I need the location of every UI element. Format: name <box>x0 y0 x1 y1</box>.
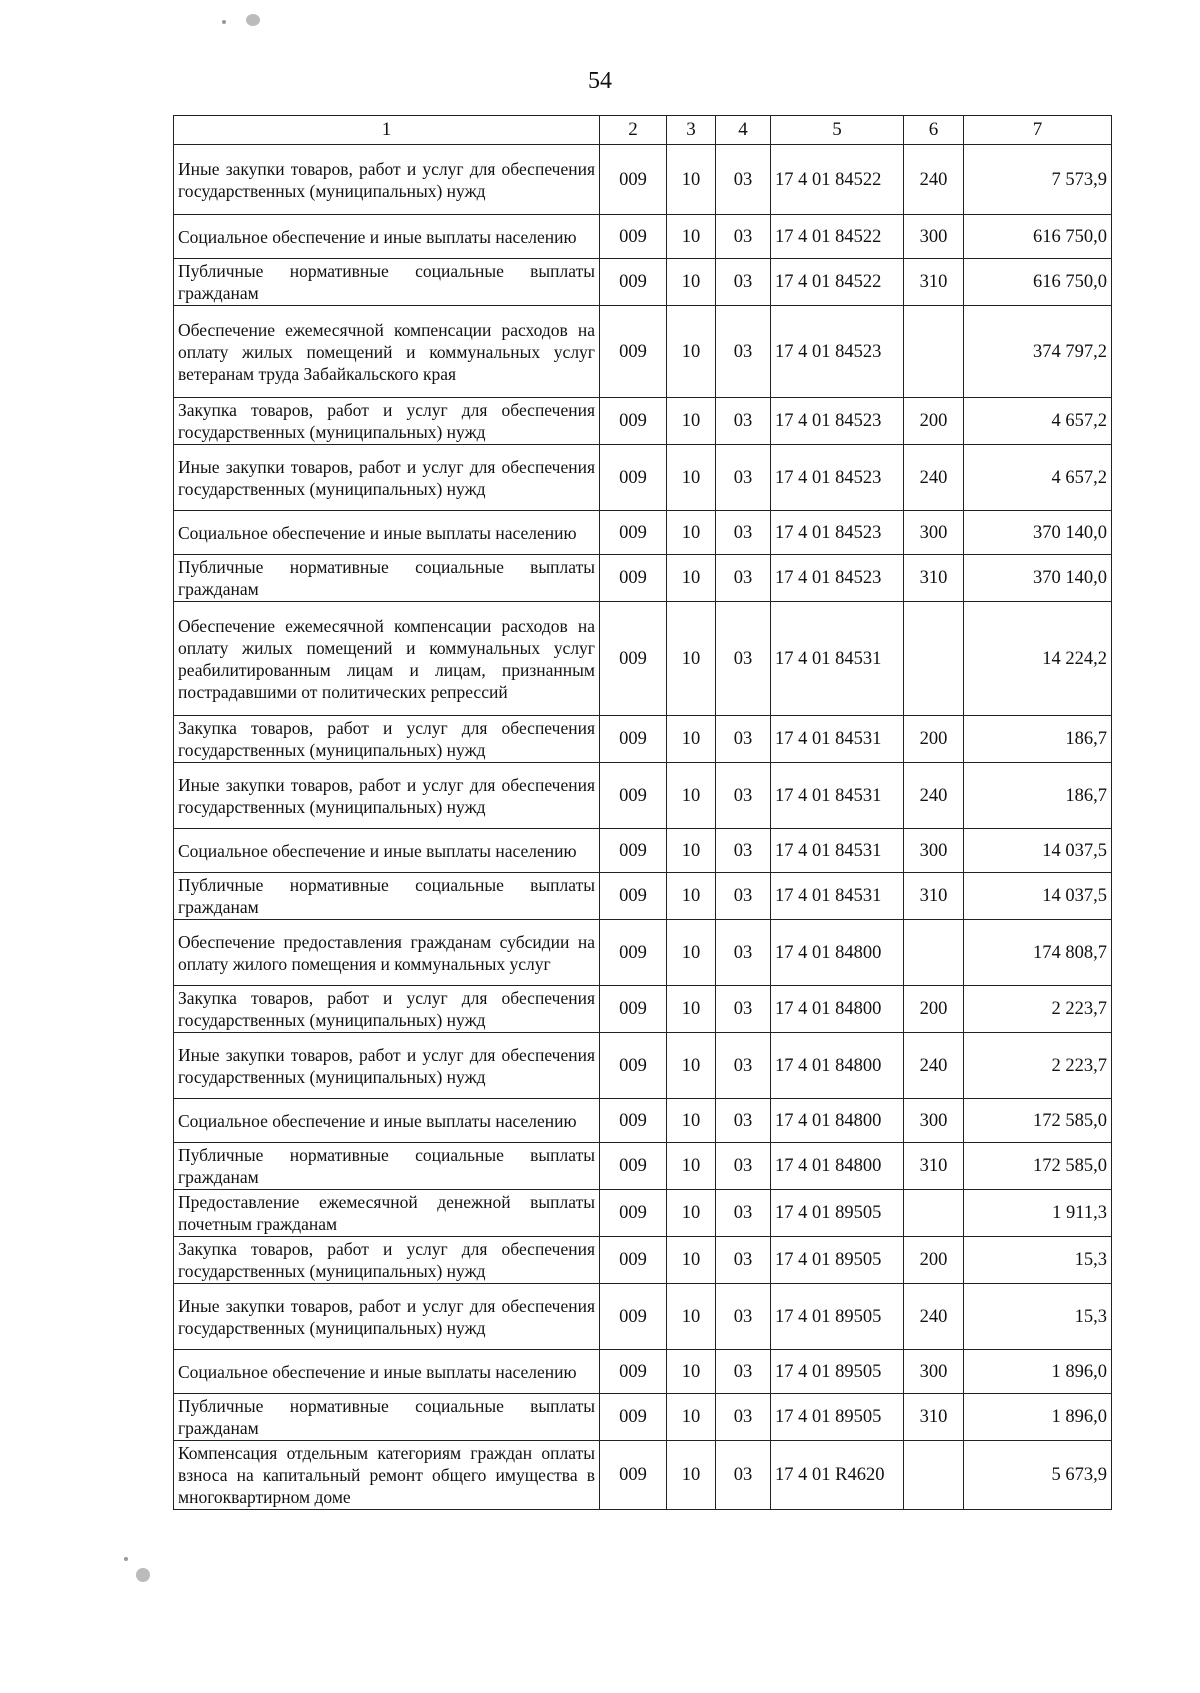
table-row <box>174 145 1112 215</box>
row-target-article: 17 4 01 89505 <box>771 1394 904 1441</box>
row-chapter-code: 009 <box>600 873 667 920</box>
row-expense-type <box>904 306 964 398</box>
row-section-code: 10 <box>667 445 716 511</box>
table-row <box>174 1143 1112 1190</box>
row-chapter-code: 009 <box>600 1394 667 1441</box>
row-subsection-code: 03 <box>716 763 771 829</box>
row-name: Иные закупки товаров, работ и услуг для обеспечения государственных (муниципальных) нужд <box>174 1284 600 1350</box>
row-chapter-code: 009 <box>600 1190 667 1237</box>
row-subsection-code: 03 <box>716 511 771 555</box>
row-name: Иные закупки товаров, работ и услуг для обеспечения государственных (муниципальных) нужд <box>174 763 600 829</box>
row-expense-type: 300 <box>904 1099 964 1143</box>
row-chapter-code: 009 <box>600 511 667 555</box>
row-expense-type: 300 <box>904 1350 964 1394</box>
row-name: Обеспечение ежемесячной компенсации расходов на оплату жилых помещений и коммунальных услуг ветеранам труда Забайкальского края <box>174 306 600 398</box>
table-row <box>174 763 1112 829</box>
row-chapter-code: 009 <box>600 1143 667 1190</box>
row-section-code: 10 <box>667 1394 716 1441</box>
row-expense-type: 240 <box>904 145 964 215</box>
row-name: Социальное обеспечение и иные выплаты населению <box>174 1099 600 1143</box>
row-section-code: 10 <box>667 145 716 215</box>
row-subsection-code: 03 <box>716 145 771 215</box>
row-subsection-code: 03 <box>716 716 771 763</box>
row-section-code: 10 <box>667 1237 716 1284</box>
row-subsection-code: 03 <box>716 1237 771 1284</box>
row-target-article: 17 4 01 84531 <box>771 829 904 873</box>
scan-speck <box>222 20 226 24</box>
table-body <box>174 145 1112 1510</box>
row-expense-type: 310 <box>904 1143 964 1190</box>
scan-speck <box>246 14 260 26</box>
row-expense-type: 300 <box>904 511 964 555</box>
row-target-article: 17 4 01 84523 <box>771 445 904 511</box>
table-row <box>174 1190 1112 1237</box>
row-amount: 1 896,0 <box>964 1394 1112 1441</box>
budget-table <box>173 115 1112 1510</box>
row-subsection-code: 03 <box>716 1350 771 1394</box>
table-row <box>174 1284 1112 1350</box>
row-expense-type: 310 <box>904 555 964 602</box>
row-chapter-code: 009 <box>600 1033 667 1099</box>
row-subsection-code: 03 <box>716 1033 771 1099</box>
row-amount: 172 585,0 <box>964 1143 1112 1190</box>
row-name: Социальное обеспечение и иные выплаты населению <box>174 215 600 259</box>
row-expense-type: 300 <box>904 215 964 259</box>
row-expense-type: 200 <box>904 986 964 1033</box>
row-chapter-code: 009 <box>600 1099 667 1143</box>
row-target-article: 17 4 01 84523 <box>771 398 904 445</box>
table-row <box>174 306 1112 398</box>
row-expense-type: 240 <box>904 1284 964 1350</box>
row-target-article: 17 4 01 84800 <box>771 1033 904 1099</box>
row-name: Иные закупки товаров, работ и услуг для обеспечения государственных (муниципальных) нужд <box>174 1033 600 1099</box>
row-target-article: 17 4 01 84531 <box>771 716 904 763</box>
column-header: 5 <box>771 116 904 145</box>
table-row <box>174 920 1112 986</box>
row-section-code: 10 <box>667 1441 716 1510</box>
row-subsection-code: 03 <box>716 555 771 602</box>
row-subsection-code: 03 <box>716 986 771 1033</box>
column-header: 2 <box>600 116 667 145</box>
row-target-article: 17 4 01 89505 <box>771 1350 904 1394</box>
row-section-code: 10 <box>667 763 716 829</box>
row-subsection-code: 03 <box>716 215 771 259</box>
row-amount: 174 808,7 <box>964 920 1112 986</box>
table-row <box>174 1441 1112 1510</box>
row-name: Социальное обеспечение и иные выплаты населению <box>174 1350 600 1394</box>
row-target-article: 17 4 01 84523 <box>771 555 904 602</box>
row-section-code: 10 <box>667 602 716 716</box>
column-header: 6 <box>904 116 964 145</box>
row-expense-type <box>904 1190 964 1237</box>
table-row <box>174 1350 1112 1394</box>
row-subsection-code: 03 <box>716 602 771 716</box>
row-chapter-code: 009 <box>600 215 667 259</box>
row-name: Публичные нормативные социальные выплаты гражданам <box>174 1143 600 1190</box>
row-target-article: 17 4 01 84523 <box>771 306 904 398</box>
row-chapter-code: 009 <box>600 763 667 829</box>
row-amount: 1 911,3 <box>964 1190 1112 1237</box>
row-chapter-code: 009 <box>600 306 667 398</box>
table-row <box>174 829 1112 873</box>
row-name: Публичные нормативные социальные выплаты гражданам <box>174 555 600 602</box>
row-expense-type <box>904 1441 964 1510</box>
row-name: Закупка товаров, работ и услуг для обеспечения государственных (муниципальных) нужд <box>174 986 600 1033</box>
row-target-article: 17 4 01 84531 <box>771 763 904 829</box>
row-target-article: 17 4 01 84800 <box>771 920 904 986</box>
row-subsection-code: 03 <box>716 1190 771 1237</box>
row-subsection-code: 03 <box>716 873 771 920</box>
row-expense-type: 310 <box>904 873 964 920</box>
row-section-code: 10 <box>667 306 716 398</box>
row-expense-type: 200 <box>904 398 964 445</box>
table-row <box>174 1099 1112 1143</box>
row-name: Обеспечение предоставления гражданам субсидии на оплату жилого помещения и коммунальных услуг <box>174 920 600 986</box>
row-subsection-code: 03 <box>716 1394 771 1441</box>
table-row <box>174 716 1112 763</box>
row-amount: 5 673,9 <box>964 1441 1112 1510</box>
table-row <box>174 1033 1112 1099</box>
row-name: Публичные нормативные социальные выплаты гражданам <box>174 1394 600 1441</box>
table-header-row <box>174 116 1112 145</box>
row-section-code: 10 <box>667 986 716 1033</box>
row-name: Предоставление ежемесячной денежной выплаты почетным гражданам <box>174 1190 600 1237</box>
column-header: 3 <box>667 116 716 145</box>
row-section-code: 10 <box>667 716 716 763</box>
row-chapter-code: 009 <box>600 1350 667 1394</box>
row-subsection-code: 03 <box>716 1441 771 1510</box>
scan-speck <box>136 1568 150 1582</box>
row-chapter-code: 009 <box>600 398 667 445</box>
row-amount: 15,3 <box>964 1284 1112 1350</box>
row-chapter-code: 009 <box>600 986 667 1033</box>
row-subsection-code: 03 <box>716 306 771 398</box>
row-amount: 616 750,0 <box>964 259 1112 306</box>
row-section-code: 10 <box>667 259 716 306</box>
row-subsection-code: 03 <box>716 829 771 873</box>
row-section-code: 10 <box>667 920 716 986</box>
row-name: Иные закупки товаров, работ и услуг для обеспечения государственных (муниципальных) нужд <box>174 145 600 215</box>
table-row <box>174 398 1112 445</box>
row-expense-type: 310 <box>904 1394 964 1441</box>
table-row <box>174 445 1112 511</box>
row-name: Публичные нормативные социальные выплаты гражданам <box>174 259 600 306</box>
row-amount: 14 037,5 <box>964 873 1112 920</box>
row-target-article: 17 4 01 84800 <box>771 1099 904 1143</box>
row-expense-type: 310 <box>904 259 964 306</box>
row-target-article: 17 4 01 84522 <box>771 145 904 215</box>
row-section-code: 10 <box>667 1284 716 1350</box>
row-target-article: 17 4 01 84531 <box>771 873 904 920</box>
table-row <box>174 1237 1112 1284</box>
row-name: Закупка товаров, работ и услуг для обеспечения государственных (муниципальных) нужд <box>174 1237 600 1284</box>
row-amount: 4 657,2 <box>964 445 1112 511</box>
row-chapter-code: 009 <box>600 145 667 215</box>
row-target-article: 17 4 01 84800 <box>771 1143 904 1190</box>
column-header: 4 <box>716 116 771 145</box>
table-row <box>174 986 1112 1033</box>
row-target-article: 17 4 01 R4620 <box>771 1441 904 1510</box>
row-amount: 370 140,0 <box>964 511 1112 555</box>
row-expense-type: 240 <box>904 763 964 829</box>
row-subsection-code: 03 <box>716 1099 771 1143</box>
row-amount: 186,7 <box>964 716 1112 763</box>
row-name: Обеспечение ежемесячной компенсации расходов на оплату жилых помещений и коммунальных услуг реабилитированным лицам и лицам, признанным пострадавшими от политических репрессий <box>174 602 600 716</box>
row-amount: 14 037,5 <box>964 829 1112 873</box>
row-name: Компенсация отдельным категориям граждан оплаты взноса на капитальный ремонт общего имущества в многоквартирном доме <box>174 1441 600 1510</box>
row-section-code: 10 <box>667 1350 716 1394</box>
row-name: Публичные нормативные социальные выплаты гражданам <box>174 873 600 920</box>
row-subsection-code: 03 <box>716 1143 771 1190</box>
row-name: Закупка товаров, работ и услуг для обеспечения государственных (муниципальных) нужд <box>174 398 600 445</box>
row-subsection-code: 03 <box>716 1284 771 1350</box>
row-section-code: 10 <box>667 1143 716 1190</box>
row-name: Закупка товаров, работ и услуг для обеспечения государственных (муниципальных) нужд <box>174 716 600 763</box>
row-section-code: 10 <box>667 1033 716 1099</box>
row-section-code: 10 <box>667 555 716 602</box>
row-section-code: 10 <box>667 829 716 873</box>
row-section-code: 10 <box>667 215 716 259</box>
row-chapter-code: 009 <box>600 259 667 306</box>
row-expense-type: 300 <box>904 829 964 873</box>
table-row <box>174 511 1112 555</box>
column-header: 1 <box>174 116 600 145</box>
row-section-code: 10 <box>667 1099 716 1143</box>
row-target-article: 17 4 01 89505 <box>771 1190 904 1237</box>
row-target-article: 17 4 01 89505 <box>771 1284 904 1350</box>
row-amount: 1 896,0 <box>964 1350 1112 1394</box>
row-amount: 616 750,0 <box>964 215 1112 259</box>
table-row <box>174 555 1112 602</box>
row-chapter-code: 009 <box>600 1237 667 1284</box>
row-chapter-code: 009 <box>600 602 667 716</box>
row-subsection-code: 03 <box>716 445 771 511</box>
row-chapter-code: 009 <box>600 555 667 602</box>
column-header: 7 <box>964 116 1112 145</box>
row-subsection-code: 03 <box>716 398 771 445</box>
row-subsection-code: 03 <box>716 259 771 306</box>
page-number: 54 <box>588 68 612 94</box>
row-target-article: 17 4 01 84531 <box>771 602 904 716</box>
row-expense-type: 200 <box>904 716 964 763</box>
row-expense-type: 200 <box>904 1237 964 1284</box>
row-amount: 2 223,7 <box>964 986 1112 1033</box>
row-amount: 370 140,0 <box>964 555 1112 602</box>
row-chapter-code: 009 <box>600 445 667 511</box>
row-amount: 374 797,2 <box>964 306 1112 398</box>
row-section-code: 10 <box>667 511 716 555</box>
row-amount: 7 573,9 <box>964 145 1112 215</box>
row-section-code: 10 <box>667 1190 716 1237</box>
row-target-article: 17 4 01 84523 <box>771 511 904 555</box>
row-chapter-code: 009 <box>600 920 667 986</box>
row-expense-type: 240 <box>904 1033 964 1099</box>
row-amount: 15,3 <box>964 1237 1112 1284</box>
row-subsection-code: 03 <box>716 920 771 986</box>
row-target-article: 17 4 01 84522 <box>771 215 904 259</box>
table-row <box>174 259 1112 306</box>
row-chapter-code: 009 <box>600 1284 667 1350</box>
table-row <box>174 1394 1112 1441</box>
row-expense-type <box>904 602 964 716</box>
table-row <box>174 215 1112 259</box>
row-amount: 186,7 <box>964 763 1112 829</box>
table-row <box>174 873 1112 920</box>
row-expense-type <box>904 920 964 986</box>
row-section-code: 10 <box>667 873 716 920</box>
row-expense-type: 240 <box>904 445 964 511</box>
row-chapter-code: 009 <box>600 1441 667 1510</box>
row-amount: 14 224,2 <box>964 602 1112 716</box>
row-section-code: 10 <box>667 398 716 445</box>
row-target-article: 17 4 01 89505 <box>771 1237 904 1284</box>
row-amount: 172 585,0 <box>964 1099 1112 1143</box>
row-chapter-code: 009 <box>600 716 667 763</box>
scan-speck <box>124 1557 128 1561</box>
row-name: Иные закупки товаров, работ и услуг для обеспечения государственных (муниципальных) нужд <box>174 445 600 511</box>
row-chapter-code: 009 <box>600 829 667 873</box>
row-name: Социальное обеспечение и иные выплаты населению <box>174 829 600 873</box>
row-name: Социальное обеспечение и иные выплаты населению <box>174 511 600 555</box>
row-amount: 2 223,7 <box>964 1033 1112 1099</box>
table-row <box>174 602 1112 716</box>
row-target-article: 17 4 01 84522 <box>771 259 904 306</box>
row-amount: 4 657,2 <box>964 398 1112 445</box>
row-target-article: 17 4 01 84800 <box>771 986 904 1033</box>
